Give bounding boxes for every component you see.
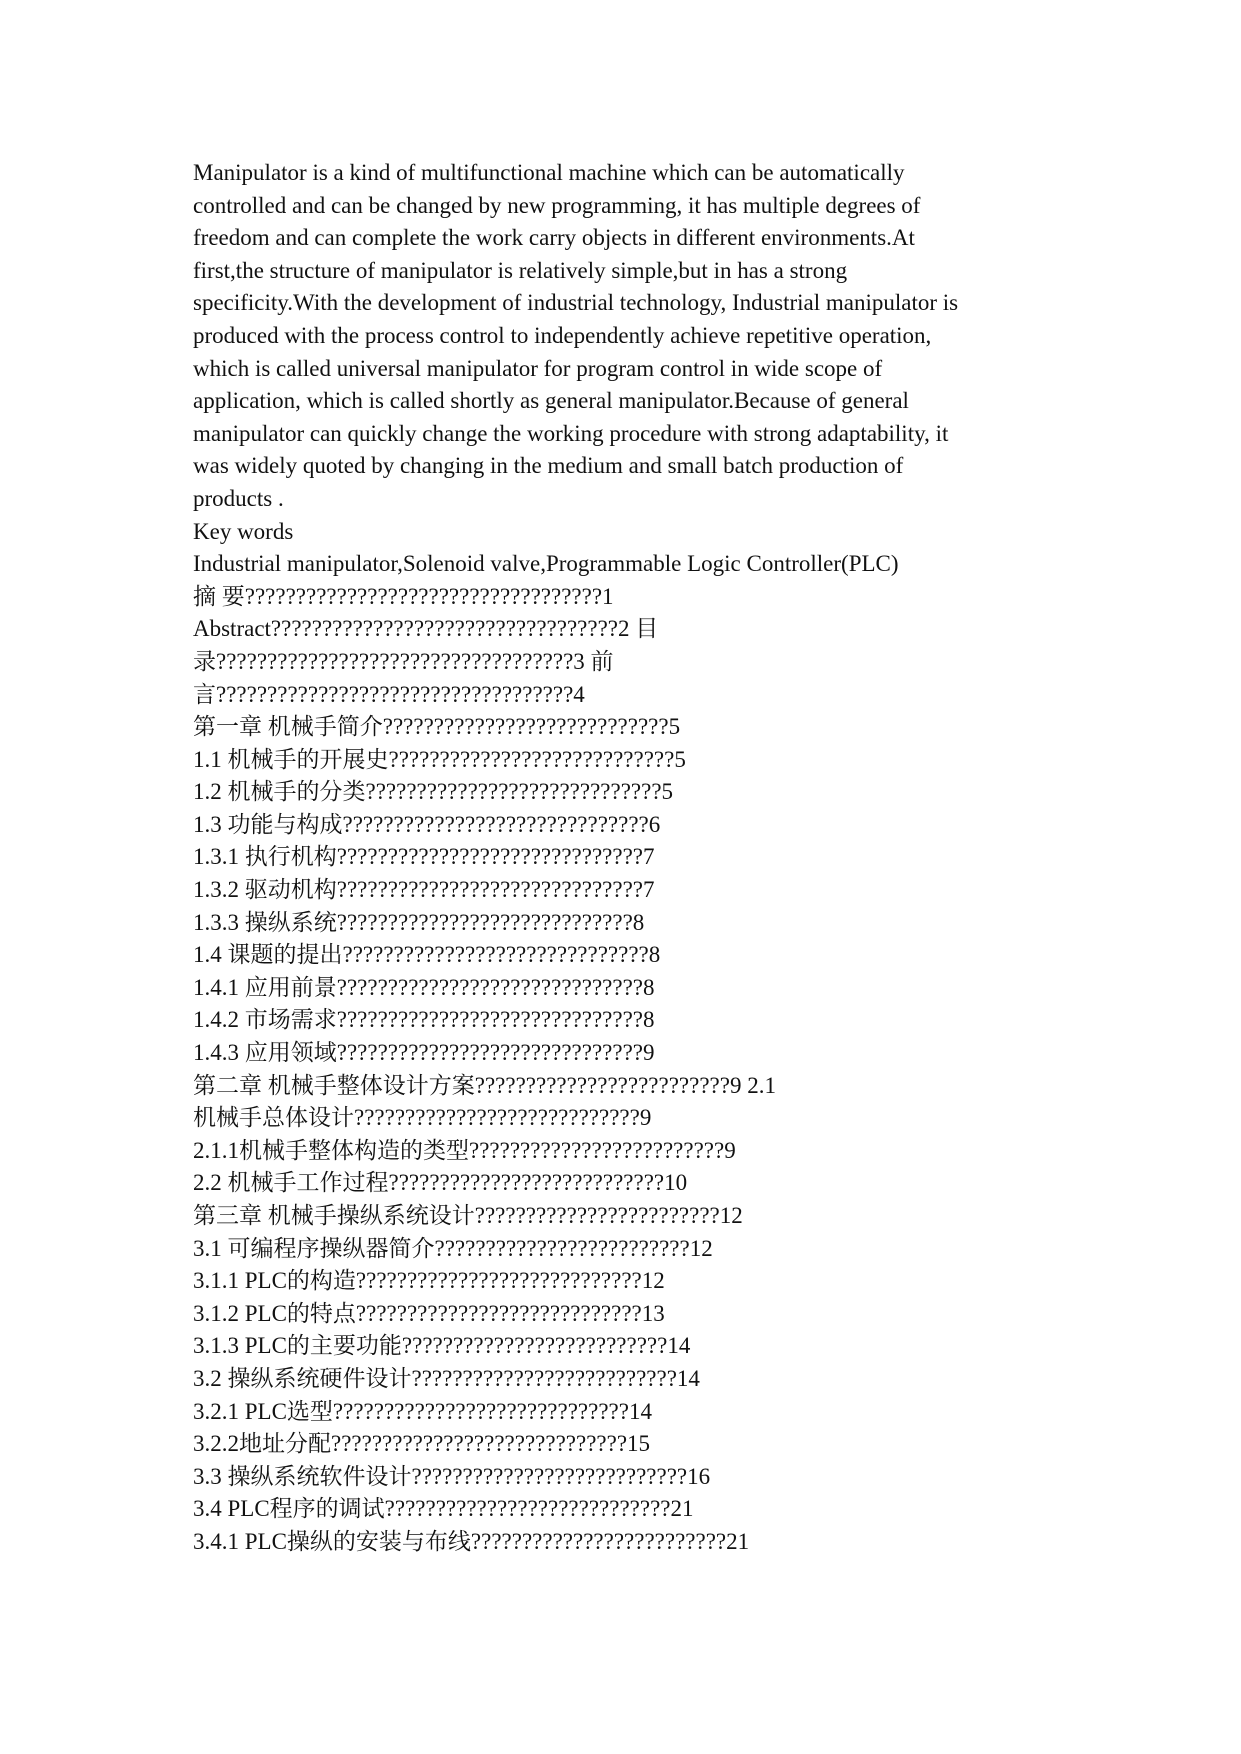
abstract-line: controlled and can be changed by new programming, it has multiple degrees of [193,192,921,218]
abstract-line: specificity.With the development of industrial technology, Industrial manipulator is [193,290,959,316]
toc-line: 1.2 机械手的分类?????????????????????????????5 [193,779,674,805]
toc-line: 3.4 PLC程序的调试????????????????????????????21 [193,1496,694,1522]
toc-line: 言???????????????????????????????????4 [193,681,585,707]
table-of-contents [193,581,1053,1559]
toc-line: 3.2.1 PLC选型?????????????????????????????14 [193,1398,652,1424]
toc-line: 3.1.1 PLC的构造????????????????????????????12 [193,1268,665,1294]
toc-line: 3.1.2 PLC的特点????????????????????????????13 [193,1300,665,1326]
toc-line: 第一章 机械手简介????????????????????????????5 [193,714,681,740]
page-content [193,157,1053,1559]
toc-line: 2.1.1机械手整体构造的类型?????????????????????????9 [193,1137,736,1163]
toc-line: 第三章 机械手操纵系统设计????????????????????????12 [193,1203,743,1228]
toc-line: 摘 要???????????????????????????????????1 [193,583,614,609]
toc-line: 1.4.1 应用前景??????????????????????????????8 [193,974,655,1000]
keywords-text: Industrial manipulator,Solenoid valve,Programmable Logic Controller(PLC) [193,551,899,577]
toc-line: 1.4 课题的提出??????????????????????????????8 [193,942,661,968]
toc-line: 3.1.3 PLC的主要功能??????????????????????????14 [193,1333,691,1359]
toc-line: 3.1 可编程序操纵器简介?????????????????????????12 [193,1235,713,1261]
abstract-line: products . [193,485,284,511]
toc-line: 2.2 机械手工作过程???????????????????????????10 [193,1170,688,1196]
abstract-line: application, which is called shortly as general manipulator.Because of general [193,388,909,414]
toc-line: 1.3.1 执行机构??????????????????????????????7 [193,844,655,870]
toc-line: 1.3.3 操纵系统?????????????????????????????8 [193,909,645,935]
abstract-line: Manipulator is a kind of multifunctional machine which can be automatically [193,160,905,185]
toc-line: 1.3.2 驱动机构??????????????????????????????7 [193,877,655,903]
toc-line: 机械手总体设计????????????????????????????9 [193,1105,652,1131]
toc-line: 1.4.3 应用领域??????????????????????????????9 [193,1040,655,1066]
toc-line: 1.1 机械手的开展史????????????????????????????5 [193,746,686,772]
toc-line: 3.2.2地址分配?????????????????????????????15 [193,1431,651,1457]
toc-line: 第二章 机械手整体设计方案?????????????????????????9 2.1 [193,1072,776,1098]
abstract-line: freedom and can complete the work carry objects in different environments.At [193,225,915,251]
toc-line: 1.3 功能与构成??????????????????????????????6 [193,811,661,837]
abstract-paragraph [193,157,1053,516]
abstract-line: was widely quoted by changing in the medium and small batch production of [193,453,904,479]
keywords-heading: Key words [193,518,294,544]
toc-line: 1.4.2 市场需求??????????????????????????????8 [193,1007,655,1033]
abstract-line: which is called universal manipulator for program control in wide scope of [193,355,883,381]
toc-line: 3.4.1 PLC操纵的安装与布线?????????????????????????21 [193,1528,750,1554]
abstract-line: manipulator can quickly change the working procedure with strong adaptability, it [193,420,949,446]
toc-line: Abstract??????????????????????????????????2 目 [193,616,659,642]
toc-line: 3.3 操纵系统软件设计???????????????????????????16 [193,1463,711,1489]
toc-line: 录???????????????????????????????????3 前 [193,648,614,674]
abstract-line: produced with the process control to independently achieve repetitive operation, [193,322,932,348]
abstract-line: first,the structure of manipulator is relatively simple,but in has a strong [193,257,848,283]
toc-line: 3.2 操纵系统硬件设计??????????????????????????14 [193,1365,700,1391]
